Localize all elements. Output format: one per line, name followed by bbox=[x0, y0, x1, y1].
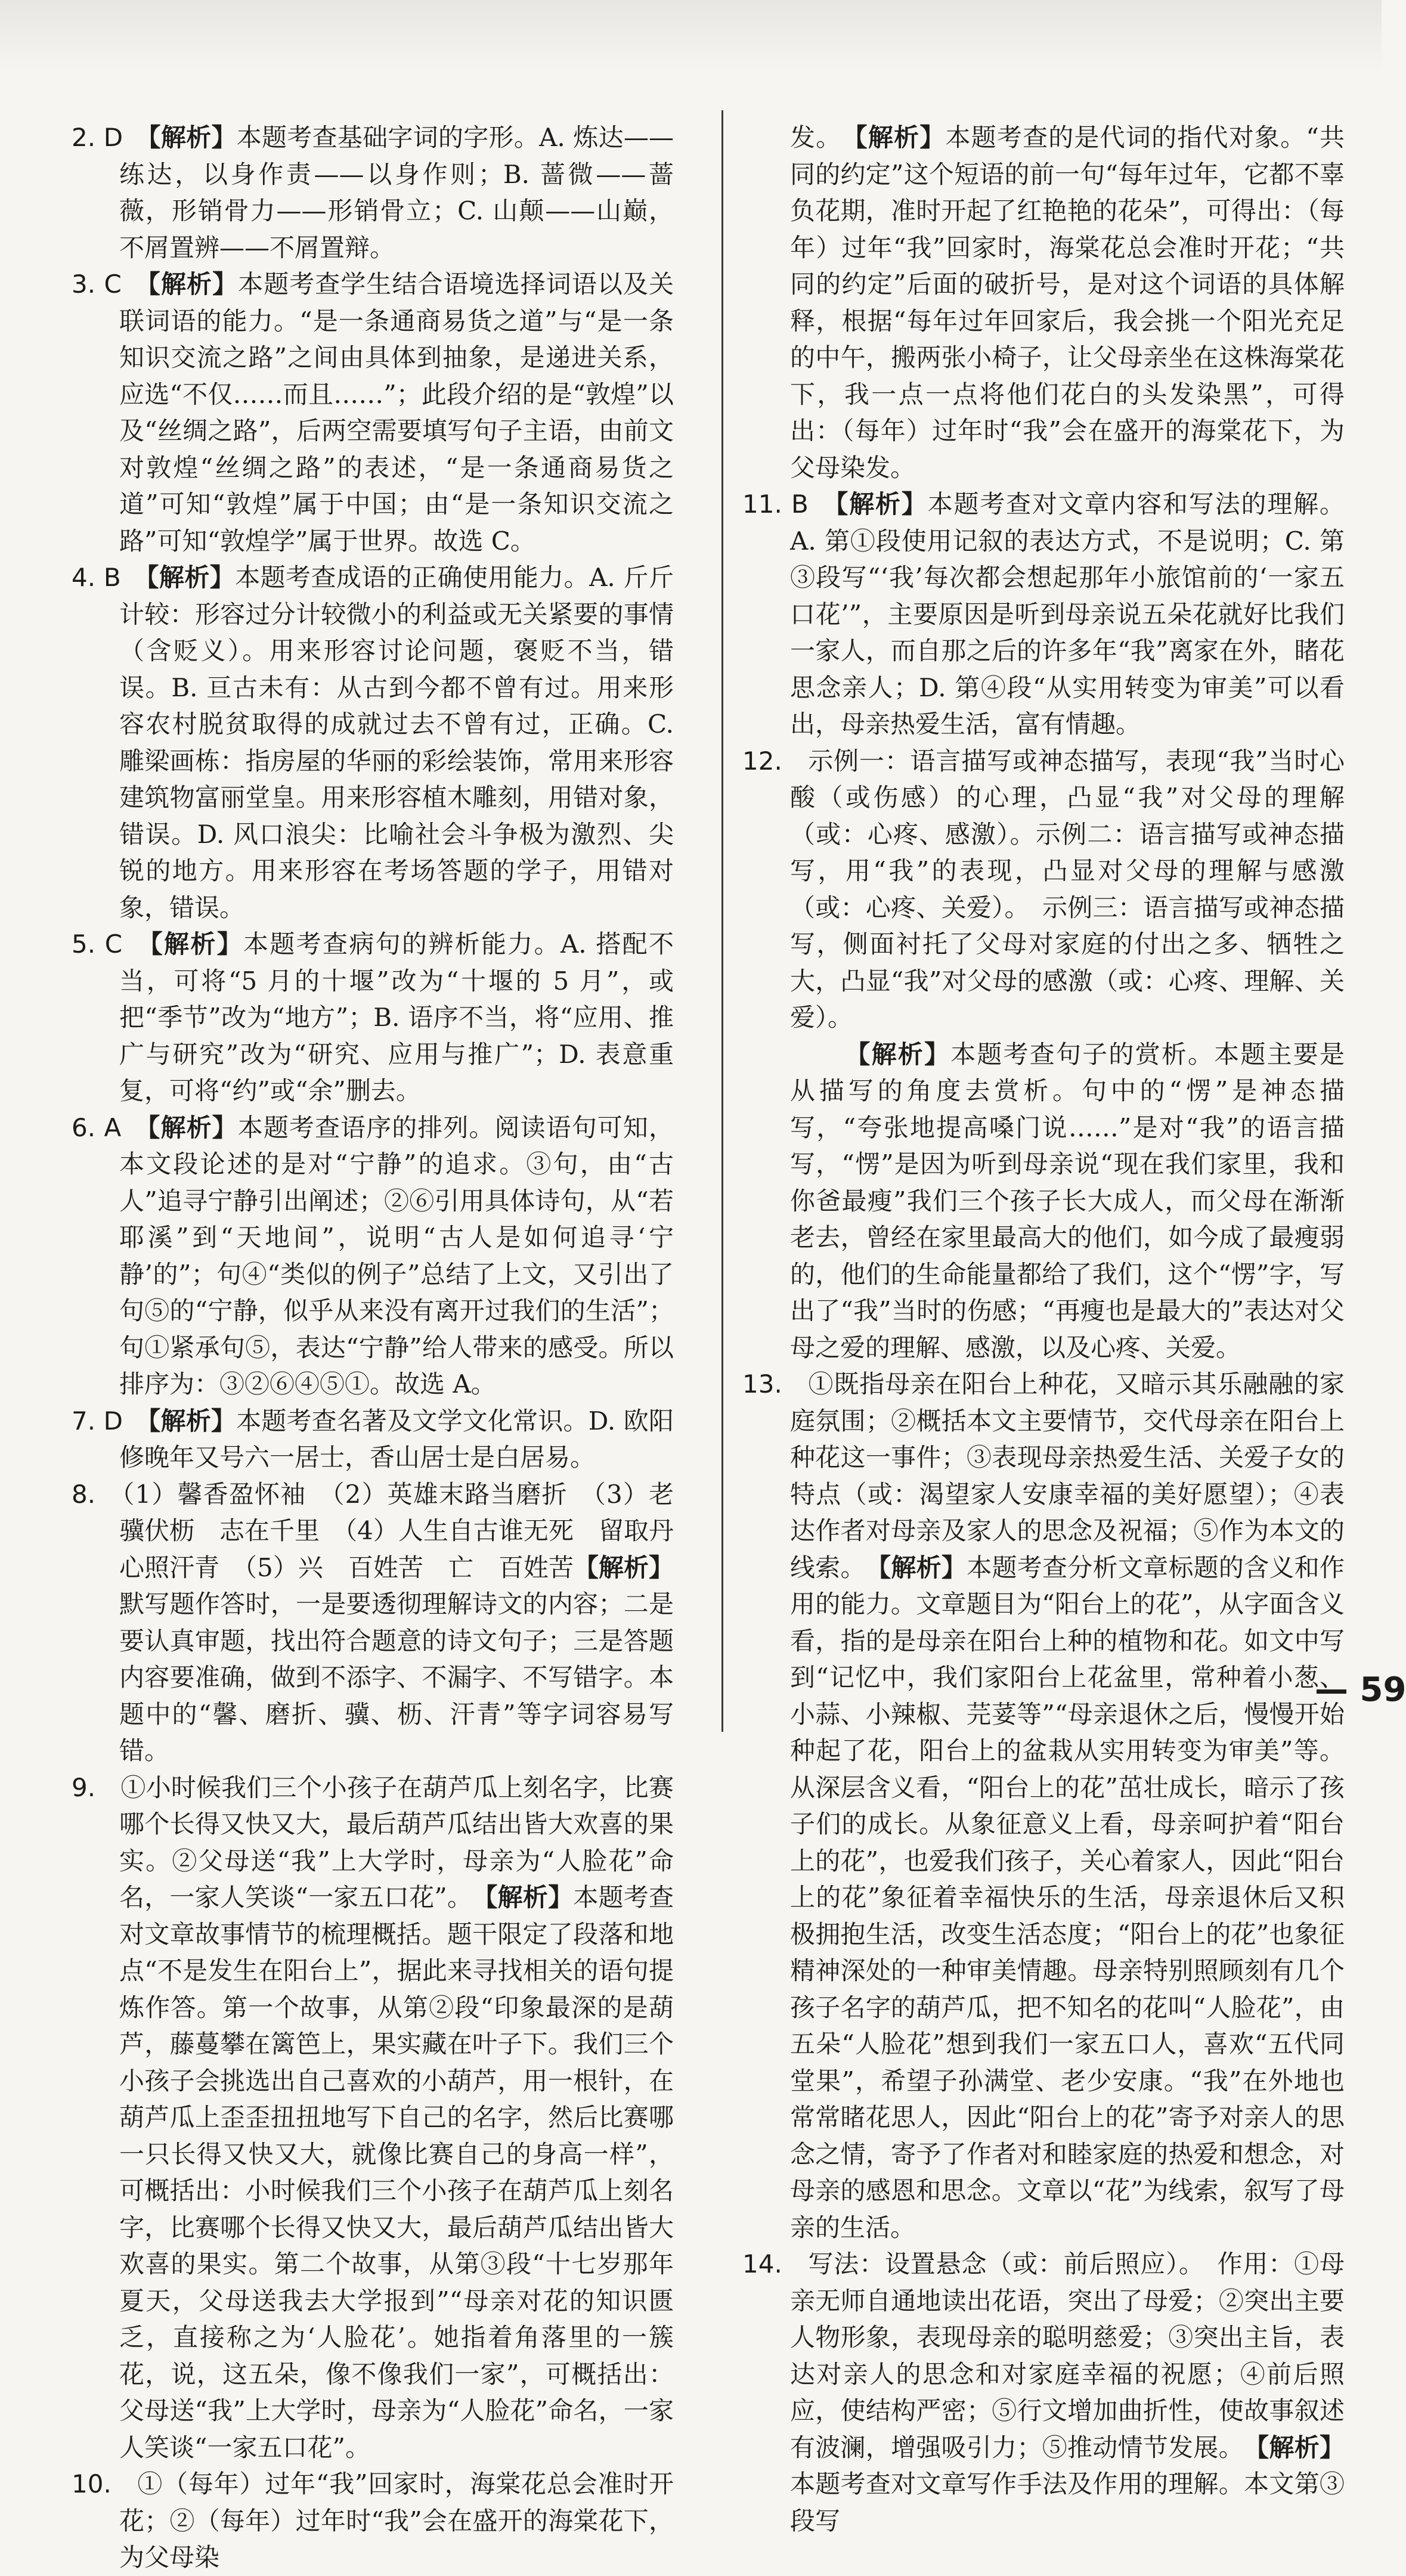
item-text: 本题考查学生结合语境选择词语以及关联词语的能力。“是一条通商易货之道”与“是一条知识交流之路”之间由具体到抽象，是递进关系，应选“不仅……而且……”；此段介绍的是“敦煌”以及“丝绸之路”，后两空需要填写句子主语，由前文对敦煌“丝绸之路”的表述，“是一条通商易货之道”可知“敦煌”属于中国；由“是一条知识交流之路”可知“敦煌学”属于世界。故选 C。 bbox=[119, 269, 674, 556]
answer-10-continued bbox=[742, 119, 1345, 486]
analysis-tag: 【解析】 bbox=[845, 1039, 951, 1069]
analysis-tag: 【解析】 bbox=[854, 123, 946, 152]
item-number: 7. D bbox=[72, 1406, 123, 1436]
analysis-tag: 【解析】 bbox=[485, 1883, 574, 1912]
item-answer: （1）馨香盈怀袖 （2）英雄末路当磨折 （3）老骥伏枥 志在千里 （4）人生自古谁无死 留取丹心照汗青 （5）兴 百姓苦 亡 百姓苦 bbox=[119, 1479, 674, 1582]
answer-10 bbox=[72, 2466, 674, 2576]
item-number: 11. B bbox=[742, 489, 809, 519]
item-answer: 写法：设置悬念（或：前后照应）。 作用：①母亲无师自通地读出花语，突出了母爱；②突出主要人物形象，表现母亲的聪明慈爱；③突出主旨，表达对亲人的思念和对家庭幸福的祝愿；④前后照应，使结构严密；⑤行文增加曲折性，使故事叙述有波澜，增强吸引力；⑤推动情节发展。 bbox=[790, 2249, 1345, 2462]
answer-9 bbox=[72, 1769, 674, 2466]
answer-5 bbox=[72, 926, 674, 1109]
answer-2 bbox=[72, 119, 674, 266]
item-text: 本题考查的是代词的指代对象。“共同的约定”这个短语的前一句“每年过年，它都不辜负花期，准时开起了红艳艳的花朵”，可得出：（每年）过年“我”回家时，海棠花总会准时开花；“共同的约定”后面的破折号，是对这个词语的具体解释，根据“每年过年回家后，我会挑一个阳光充足的中午，搬两张小椅子，让父母亲坐在这株海棠花下，我一点一点将他们花白的头发染黑”，可得出：（每年）过年时“我”会在盛开的海棠花下，为父母染发。 bbox=[790, 123, 1345, 482]
page-number: — 59 bbox=[1315, 1670, 1406, 1709]
item-number: 3. C bbox=[72, 269, 122, 299]
item-answer: 示例一：语言描写或神态描写，表现“我”当时心酸（或伤感）的心理，凸显“我”对父母的理解（或：心疼、感激）。示例二：语言描写或神态描写，用“我”的表现，凸显对父母的理解与感激（或：心疼、关爱）。 示例三：语言描写或神态描写，侧面衬托了父母对家庭的付出之多、牺牲之大，凸显“我”对父母的感激（或：心疼、理解、关爱）。 bbox=[790, 746, 1345, 1032]
item-text: 本题考查对文章内容和写法的理解。A. 第①段使用记叙的表达方式，不是说明；C. 第③段写“‘我’每次都会想起那年小旅馆前的‘一家五口花’”，主要原因是听到母亲说五朵花就好比我们一家人，而自那之后的许多年“我”离家在外，睹花思念亲人；D. 第④段“从实用转变为审美”可以看出，母亲热爱生活，富有情趣。 bbox=[790, 489, 1345, 739]
analysis-tag: 【解析】 bbox=[146, 563, 236, 592]
answer-6 bbox=[72, 1109, 674, 1403]
answer-12 bbox=[742, 743, 1345, 1036]
item-text: 本题考查分析文章标题的含义和作用的能力。文章题目为“阳台上的花”，从字面含义看，指的是母亲在阳台上种的植物和花。如文中写到“记忆中，我们家阳台上花盆里，常种着小葱、小蒜、小辣椒、芫荽等”“母亲退休之后，慢慢开始种起了花，阳台上的盆栽从实用转变为审美”等。从深层含义看，“阳台上的花”茁壮成长，暗示了孩子们的成长。从象征意义上看，母亲呵护着“阳台上的花”，也爱我们孩子，关心着家人，因此“阳台上的花”象征着幸福快乐的生活，母亲退休后又积极拥抱生活，改变生活态度；“阳台上的花”也象征精神深处的一种审美情趣。母亲特别照顾刻有几个孩子名字的葫芦瓜，把不知名的花叫“人脸花”，由五朵“人脸花”想到我们一家五口人，喜欢“五代同堂果”，希望子孙满堂、老少安康。“我”在外地也常常睹花思人，因此“阳台上的花”寄予对亲人的思念之情，寄予了作者对和睦家庭的热爱和想念，对母亲的感恩和思念。文章以“花”为线索，叙写了母亲的生活。 bbox=[790, 1552, 1345, 2242]
item-text: 本题考查对文章故事情节的梳理概括。题干限定了段落和地点“不是发生在阳台上”，据此来寻找相关的语句提炼作答。第一个故事，从第②段“印象最深的是葫芦，藤蔓攀在篱笆上，果实藏在叶子下。我们三个小孩子会挑选出自己喜欢的小葫芦，用一根针，在葫芦瓜上歪歪扭扭地写下自己的名字，然后比赛哪一只长得又快又大，就像比赛自己的身高一样”，可概括出：小时候我们三个小孩子在葫芦瓜上刻名字，比赛哪个长得又快又大，最后葫芦瓜结出皆大欢喜的果实。第二个故事，从第③段“十七岁那年夏天，父母送我去大学报到”“母亲对花的知识匮乏，直接称之为‘人脸花’。她指着角落里的一簇花，说，这五朵，像不像我们一家”，可概括出：父母送“我”上大学时，母亲为“人脸花”命名，一家人笑谈“一家五口花”。 bbox=[119, 1883, 674, 2462]
answer-13 bbox=[742, 1366, 1345, 2246]
answer-12-analysis bbox=[742, 1036, 1345, 1366]
analysis-tag: 【解析】 bbox=[835, 489, 928, 519]
item-number: 13. bbox=[742, 1369, 782, 1399]
item-number: 2. D bbox=[72, 123, 123, 152]
analysis-tag: 【解析】 bbox=[148, 1406, 237, 1436]
scan-top-shade bbox=[0, 0, 1382, 72]
analysis-tag: 【解析】 bbox=[573, 1552, 674, 1582]
item-number: 14. bbox=[742, 2249, 782, 2279]
item-text: 本题考查基础字词的字形。A. 炼达——练达，以身作责——以身作则；B. 蔷微——蔷薇，形销骨力——形销骨立；C. 山颠——山巅，不屑置辨——不屑置辩。 bbox=[119, 123, 674, 262]
analysis-tag: 【解析】 bbox=[147, 269, 239, 299]
column-divider bbox=[721, 110, 723, 1732]
item-text: 本题考查对文章写作手法及作用的理解。本文第③段写 bbox=[790, 2469, 1345, 2535]
analysis-tag: 【解析】 bbox=[878, 1552, 967, 1582]
right-column bbox=[742, 119, 1345, 2539]
item-text: 默写题作答时，一是要透彻理解诗文的内容；二是要认真审题，找出符合题意的诗文句子；三是答题内容要准确，做到不添字、不漏字、不写错字。本题中的“馨、磨折、骥、枥、汗青”等字词容易写错。 bbox=[119, 1589, 674, 1765]
analysis-tag: 【解析】 bbox=[150, 929, 244, 959]
answer-7 bbox=[72, 1403, 674, 1476]
item-number: 10. bbox=[72, 2469, 112, 2498]
answer-4 bbox=[72, 559, 674, 926]
answer-14 bbox=[742, 2246, 1345, 2539]
item-number: 8. bbox=[72, 1479, 96, 1509]
item-answer: ①（每年）过年“我”回家时，海棠花总会准时开花；②（每年）过年时“我”会在盛开的海棠花下，为父母染 bbox=[119, 2469, 674, 2572]
item-answer: 发。 bbox=[790, 123, 829, 152]
analysis-tag: 【解析】 bbox=[148, 123, 237, 152]
item-answer: ①既指母亲在阳台上种花，又暗示其乐融融的家庭氛围；②概括本文主要情节，交代母亲在阳台上种花这一事件；③表现母亲热爱生活、关爱子女的特点（或：渴望家人安康幸福的美好愿望）；④表达作者对母亲及家人的思念及祝福；⑤作为本文的线索。 bbox=[790, 1369, 1345, 1582]
answer-8 bbox=[72, 1476, 674, 1769]
item-text: 本题考查名著及文学文化常识。D. 欧阳修晚年又号六一居士，香山居士是白居易。 bbox=[119, 1406, 674, 1472]
item-number: 6. A bbox=[72, 1112, 122, 1142]
item-number: 12. bbox=[742, 746, 782, 776]
item-number: 9. bbox=[72, 1772, 96, 1802]
item-text: 本题考查病句的辨析能力。A. 搭配不当，可将“5 月的十堰”改为“十堰的 5 月”，或把“季节”改为“地方”；B. 语序不当，将“应用、推广与研究”改为“研究、应用与推广”；D. 表意重复，可将“约”或“余”删去。 bbox=[119, 929, 674, 1105]
left-column bbox=[72, 119, 674, 2576]
item-text: 本题考查成语的正确使用能力。A. 斤斤计较：形容过分计较微小的利益或无关紧要的事情（含贬义）。用来形容讨论问题，褒贬不当，错误。B. 亘古未有：从古到今都不曾有过。用来形容农村脱贫取得的成就过去不曾有过，正确。C. 雕梁画栋：指房屋的华丽的彩绘装饰，常用来形容建筑物富丽堂皇。用来形容植木雕刻，用错对象，错误。D. 风口浪尖：比喻社会斗争极为激烈、尖锐的地方。用来形容在考场答题的学子，用错对象，错误。 bbox=[119, 563, 674, 922]
item-answer: ①小时候我们三个小孩子在葫芦瓜上刻名字，比赛哪个长得又快又大，最后葫芦瓜结出皆大欢喜的果实。②父母送“我”上大学时，母亲为“人脸花”命名，一家人笑谈“一家五口花”。 bbox=[119, 1772, 674, 1912]
item-text: 本题考查句子的赏析。本题主要是从描写的角度去赏析。句中的“愣”是神态描写，“夸张地提高嗓门说……”是对“我”的语言描写，“愣”是因为听到母亲说“现在我们家里，我和你爸最瘦”我们三个孩子长大成人，而父母在渐渐老去，曾经在家里最高大的他们，如今成了最瘦弱的，他们的生命能量都给了我们，这个“愣”字，写出了“我”当时的伤感；“再瘦也是最大的”表达对父母之爱的理解、感激，以及心疼、关爱。 bbox=[790, 1039, 1345, 1362]
item-number: 5. C bbox=[72, 929, 123, 959]
analysis-tag: 【解析】 bbox=[147, 1112, 238, 1142]
item-number: 4. B bbox=[72, 563, 121, 592]
answer-3 bbox=[72, 266, 674, 559]
answer-11 bbox=[742, 486, 1345, 743]
analysis-tag: 【解析】 bbox=[1256, 2432, 1345, 2462]
item-text: 本题考查语序的排列。阅读语句可知，本文段论述的是对“宁静”的追求。③句，由“古人”追寻宁静引出阐述；②⑥引用具体诗句，从“若耶溪”到“天地间”，说明“古人是如何追寻‘宁静’的”；句④“类似的例子”总结了上文，又引出了句⑤的“宁静，似乎从来没有离开过我们的生活”；句①紧承句⑤，表达“宁静”给人带来的感受。所以排序为：③②⑥④⑤①。故选 A。 bbox=[119, 1112, 674, 1399]
